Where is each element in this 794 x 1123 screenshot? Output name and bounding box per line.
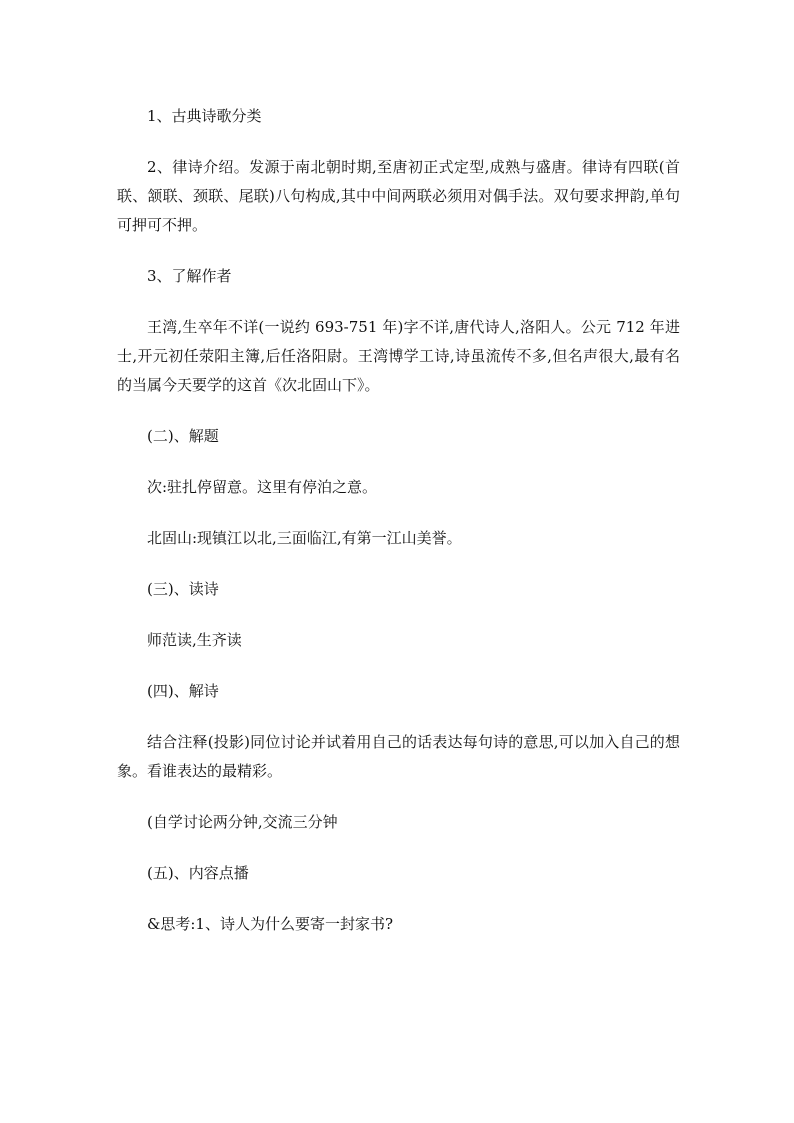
discussion-instruction: 结合注释(投影)同位讨论并试着用自己的话表达每句诗的意思,可以加入自己的想象。看谁表达的最精彩。 <box>117 733 680 780</box>
document-body <box>117 102 680 961</box>
heading-title-explanation: (二)、解题 <box>147 427 219 445</box>
heading-classification: 1、古典诗歌分类 <box>147 107 262 125</box>
time-note: (自学讨论两分钟,交流三分钟 <box>147 813 338 831</box>
paragraph-lvshi-intro: 2、律诗介绍。发源于南北朝时期,至唐初正式定型,成熟与盛唐。律诗有四联(首联、颔联、颈联、尾联)八句构成,其中中间两联必须用对偶手法。双句要求押韵,单句可押可不押。 <box>117 158 680 234</box>
heading-author: 3、了解作者 <box>147 267 232 285</box>
definition-beigushan: 北固山:现镇江以北,三面临江,有第一江山美誉。 <box>147 529 462 547</box>
definition-ci: 次:驻扎停留意。这里有停泊之意。 <box>147 478 378 496</box>
heading-read-poem: (三)、读诗 <box>147 580 219 598</box>
heading-explain-poem: (四)、解诗 <box>147 682 219 700</box>
heading-content-guidance: (五)、内容点播 <box>147 864 249 882</box>
thinking-question: &思考:1、诗人为什么要寄一封家书? <box>147 915 393 933</box>
paragraph-author-bio: 王湾,生卒年不详(一说约 693-751 年)字不详,唐代诗人,洛阳人。公元 712 年进士,开元初任荥阳主簿,后任洛阳尉。王湾博学工诗,诗虽流传不多,但名声很大,最有名的当属今天要学的这首《次北固山下》。 <box>117 318 680 394</box>
reading-instruction: 师范读,生齐读 <box>147 631 242 649</box>
